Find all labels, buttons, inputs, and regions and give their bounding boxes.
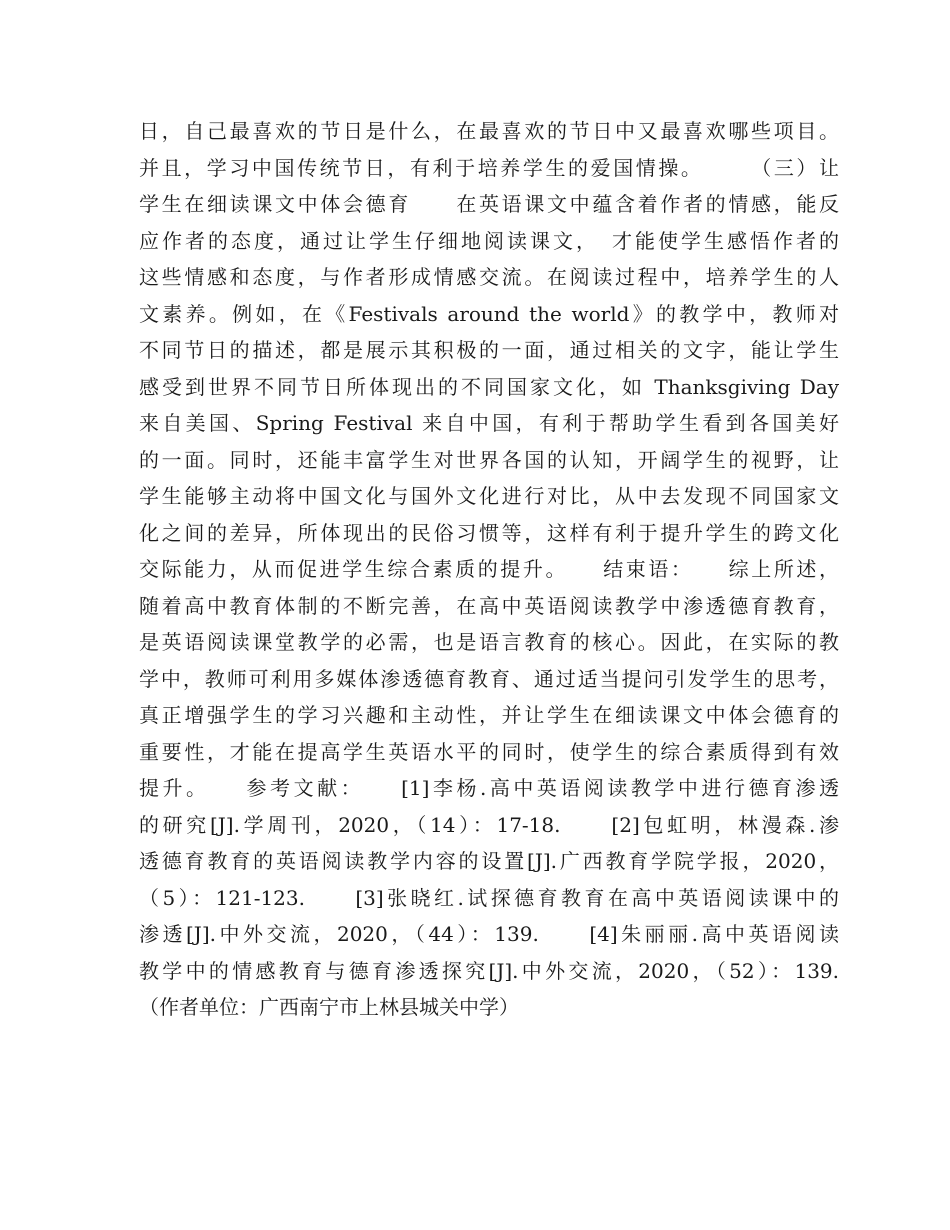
text-line: 的一面。同时，还能丰富学生对世界各国的认知，开阔学生的视野，让: [139, 447, 839, 472]
text-line: 来自美国、Spring Festival 来自中国，有利于帮助学生看到各国美好: [139, 411, 839, 435]
text-line: 提升。 参考文献： [1]李杨.高中英语阅读教学中进行德育渗透: [139, 776, 839, 800]
text-line: 这些情感和态度，与作者形成情感交流。在阅读过程中，培养学生的人: [139, 265, 839, 289]
text-line: 透德育教育的英语阅读教学内容的设置[J].广西教育学院学报，2020，: [139, 849, 839, 873]
text-line: 化之间的差异，所体现出的民俗习惯等，这样有利于提升学生的跨文化: [139, 520, 839, 545]
text-line: 不同节日的描述，都是展示其积极的一面，通过相关的文字，能让学生: [139, 338, 839, 362]
text-line: 并且，学习中国传统节日，有利于培养学生的爱国情操。 （三）让: [139, 155, 839, 180]
text-line: （5）：121-123. [3]张晓红.试探德育教育在高中英语阅读课中的: [139, 885, 839, 910]
text-line: 随着高中教育体制的不断完善，在高中英语阅读教学中渗透德育教育，: [139, 593, 839, 618]
text-line: 渗透[J].中外交流，2020，（44）：139. [4]朱丽丽.高中英语阅读: [139, 922, 839, 946]
text-line: 重要性，才能在提高学生英语水平的同时，使学生的综合素质得到有效: [139, 739, 839, 764]
text-line: 交际能力，从而促进学生综合素质的提升。 结束语： 综上所述，: [139, 557, 839, 581]
text-line: 学生能够主动将中国文化与国外文化进行对比，从中去发现不同国家文: [139, 484, 839, 508]
body-text: [139, 113, 839, 1026]
text-line: 教学中的情感教育与德育渗透探究[J].中外交流，2020，（52）：139.: [139, 958, 839, 983]
text-line: 文素养。例如，在《Festivals around the world》的教学中，教师对: [139, 301, 839, 326]
text-line: 日，自己最喜欢的节日是什么，在最喜欢的节日中又最喜欢哪些项目。: [139, 119, 839, 143]
text-line: 是英语阅读课堂教学的必需，也是语言教育的核心。因此，在实际的教: [139, 630, 839, 654]
author-affiliation: （作者单位：广西南宁市上林县城关中学）: [139, 995, 519, 1019]
text-line: 学中，教师可利用多媒体渗透德育教育、通过适当提问引发学生的思考，: [139, 666, 839, 691]
text-line: 学生在细读课文中体会德育 在英语课文中蕴含着作者的情感，能反: [139, 192, 839, 216]
text-line: 应作者的态度，通过让学生仔细地阅读课文， 才能使学生感悟作者的: [139, 228, 839, 253]
text-line: 真正增强学生的学习兴趣和主动性，并让学生在细读课文中体会德育的: [139, 703, 839, 727]
text-line: 的研究[J].学周刊，2020，（14）：17-18. [2]包虹明，林漫森.渗: [139, 812, 839, 837]
text-line: 感受到世界不同节日所体现出的不同国家文化，如 Thanksgiving Day: [139, 374, 839, 399]
